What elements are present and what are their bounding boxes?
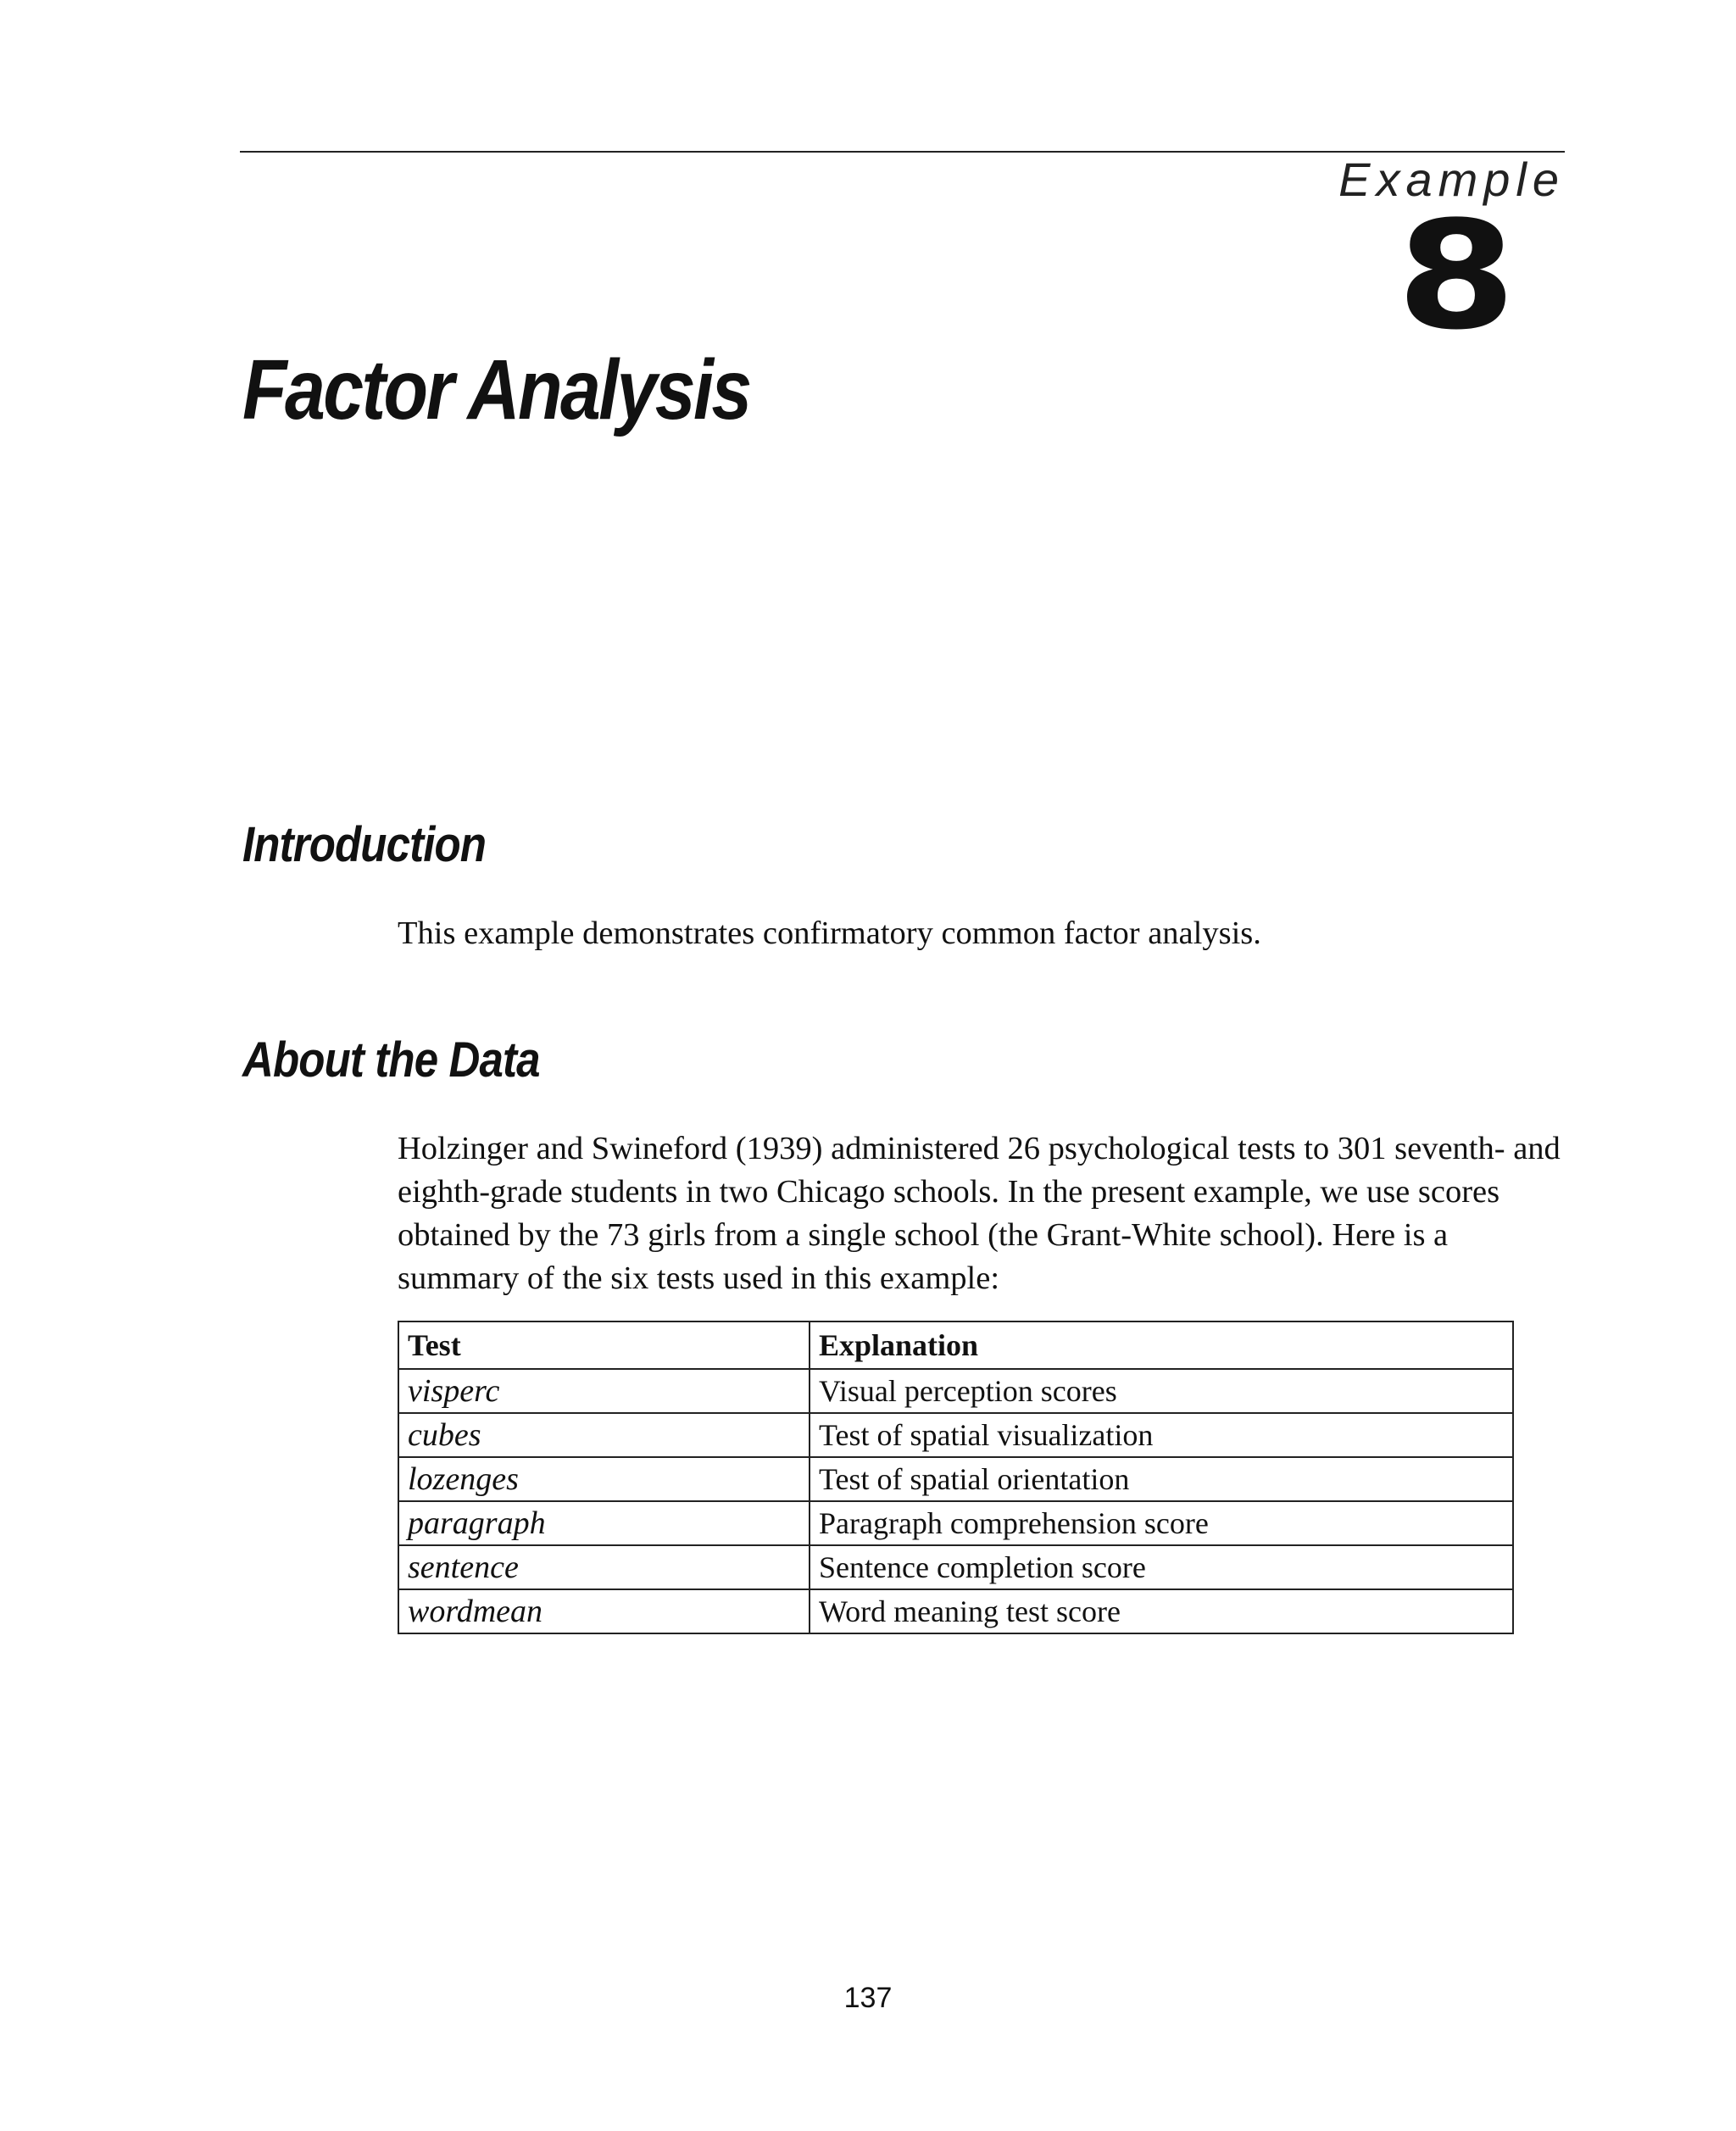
table-row bbox=[398, 1545, 1513, 1589]
chapter-title: Factor Analysis bbox=[242, 342, 750, 437]
table-header-explanation: Explanation bbox=[810, 1321, 1513, 1369]
table-cell-explanation: Sentence completion score bbox=[810, 1545, 1513, 1589]
table-row bbox=[398, 1369, 1513, 1413]
table-cell-explanation: Visual perception scores bbox=[810, 1369, 1513, 1413]
table-cell-explanation: Word meaning test score bbox=[810, 1589, 1513, 1633]
table-cell-test: cubes bbox=[398, 1413, 810, 1457]
table-cell-explanation: Test of spatial orientation bbox=[810, 1457, 1513, 1501]
table-row bbox=[398, 1589, 1513, 1633]
introduction-heading: Introduction bbox=[242, 817, 487, 872]
table-cell-test: visperc bbox=[398, 1369, 810, 1413]
tests-table bbox=[398, 1321, 1514, 1634]
table-header-test: Test bbox=[398, 1321, 810, 1369]
about-data-heading: About the Data bbox=[242, 1032, 540, 1088]
introduction-paragraph: This example demonstrates confirmatory common factor analysis. bbox=[398, 915, 1261, 951]
example-number: 8 bbox=[1396, 189, 1516, 363]
table-row bbox=[398, 1501, 1513, 1545]
table-header-row bbox=[398, 1321, 1513, 1369]
page-number: 137 bbox=[843, 1982, 893, 2014]
example-label: Example bbox=[1338, 153, 1565, 206]
table-cell-explanation: Paragraph comprehension score bbox=[810, 1501, 1513, 1545]
table-cell-test: sentence bbox=[398, 1545, 810, 1589]
table-cell-test: wordmean bbox=[398, 1589, 810, 1633]
table-row bbox=[398, 1413, 1513, 1457]
about-data-paragraph: Holzinger and Swineford (1939) administered 26 psychological tests to 301 seventh- and eighth-grade students in two Chicago schools. In the present example, we use scores obtained by the 73 girls from a single school (the Grant-White school). Here is a summary of the six tests used in this example: bbox=[398, 1131, 1561, 1296]
table-cell-test: lozenges bbox=[398, 1457, 810, 1501]
table-cell-explanation: Test of spatial visualization bbox=[810, 1413, 1513, 1457]
table-row bbox=[398, 1457, 1513, 1501]
table-cell-test: paragraph bbox=[398, 1501, 810, 1545]
